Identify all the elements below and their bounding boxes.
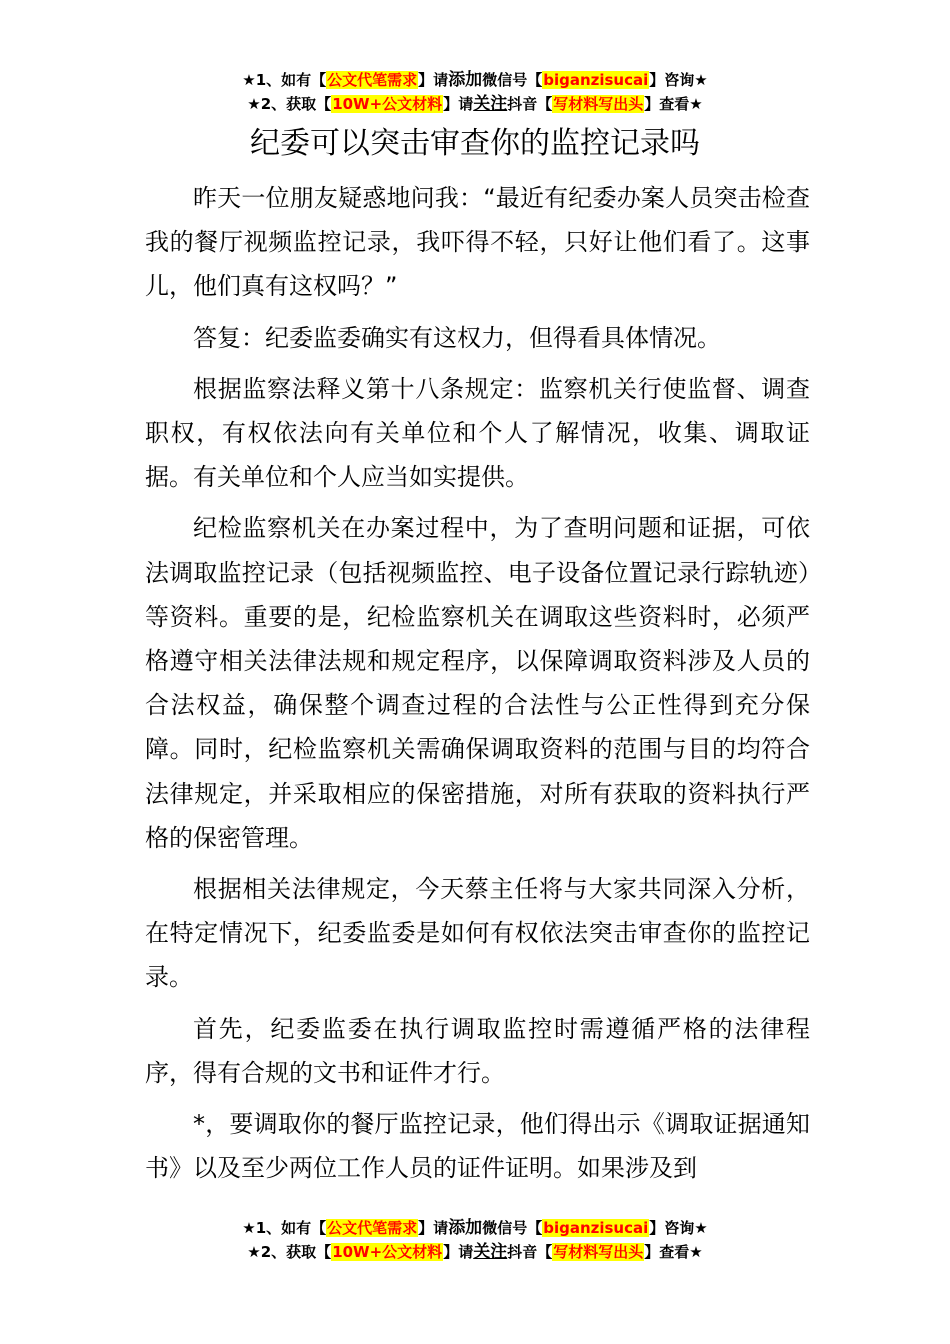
banner-emphasis: 添加 [448, 1218, 483, 1238]
banner-highlight: 写材料写出头 [553, 95, 644, 113]
paragraph: 根据监察法释义第十八条规定：监察机关行使监督、调查职权，有权依法向有关单位和个人了解情况，收集、调取证据。有关单位和个人应当如实提供。 [145, 374, 810, 492]
banner-text: ★1、如有【 [242, 71, 327, 89]
banner-line-2 [0, 1240, 950, 1264]
paragraph: 昨天一位朋友疑惑地问我：“最近有纪委办案人员突击检查我的餐厅视频监控记录，我吓得不轻，只好让他们看了。这事儿，他们真有这权吗？” [145, 184, 810, 301]
banner-text: 】请 [443, 95, 474, 113]
banner-highlight: biganzisucai [543, 1219, 649, 1237]
banner-text: 】咨询★ [649, 71, 708, 89]
banner-emphasis: 关注 [473, 1242, 508, 1262]
banner-emphasis: 关注 [473, 94, 508, 114]
banner-text: 】请 [443, 1243, 474, 1261]
paragraph: 答复：纪委监委确实有这权力，但得看具体情况。 [193, 323, 721, 352]
banner-text: ★2、获取【 [247, 1243, 332, 1261]
banner-highlight: biganzisucai [543, 71, 649, 89]
banner-text: 抖音【 [507, 95, 553, 113]
banner-line-1 [0, 1216, 950, 1240]
banner-text: 】请 [418, 1219, 449, 1237]
banner-highlight: 写材料写出头 [553, 1243, 644, 1261]
banner-text: 抖音【 [507, 1243, 553, 1261]
banner-line-1 [0, 68, 950, 92]
paragraph: 首先，纪委监委在执行调取监控时需遵循严格的法律程序，得有合规的文书和证件才行。 [145, 1014, 810, 1087]
banner-text: 】咨询★ [649, 1219, 708, 1237]
banner-text: 】查看★ [644, 1243, 703, 1261]
banner-text: 微信号【 [482, 1219, 543, 1237]
banner-text: 】查看★ [644, 95, 703, 113]
banner-highlight: 10W+公文材料 [332, 1243, 443, 1261]
banner-highlight: 公文代笔需求 [327, 1219, 418, 1237]
document-body [145, 176, 810, 1197]
banner-text: ★2、获取【 [247, 95, 332, 113]
banner-text: 】请 [418, 71, 449, 89]
header-banner [0, 68, 950, 116]
banner-line-2 [0, 92, 950, 116]
document-title: 纪委可以突击审查你的监控记录吗 [250, 126, 700, 161]
banner-text: ★1、如有【 [242, 1219, 327, 1237]
paragraph: 根据相关法律规定，今天蔡主任将与大家共同深入分析，在特定情况下，纪委监委是如何有权依法突击审查你的监控记录。 [145, 875, 810, 992]
paragraph: *，要调取你的餐厅监控记录，他们得出示《调取证据通知书》以及至少两位工作人员的证件证明。如果涉及到 [145, 1110, 810, 1183]
paragraph: 纪检监察机关在办案过程中，为了查明问题和证据，可依法调取监控记录（包括视频监控、电子设备位置记录行踪轨迹）等资料。重要的是，纪检监察机关在调取这些资料时，必须严格遵守相关法律法规和规定程序，以保障调取资料涉及人员的合法权益，确保整个调查过程的合法性与公正性得到充分保障。同时，纪检监察机关需确保调取资料的范围与目的均符合法律规定，并采取相应的保密措施，对所有获取的资料执行严格的保密管理。 [145, 514, 810, 852]
footer-banner [0, 1216, 950, 1264]
banner-highlight: 公文代笔需求 [327, 71, 418, 89]
banner-text: 微信号【 [482, 71, 543, 89]
banner-emphasis: 添加 [448, 70, 483, 90]
banner-highlight: 10W+公文材料 [332, 95, 443, 113]
